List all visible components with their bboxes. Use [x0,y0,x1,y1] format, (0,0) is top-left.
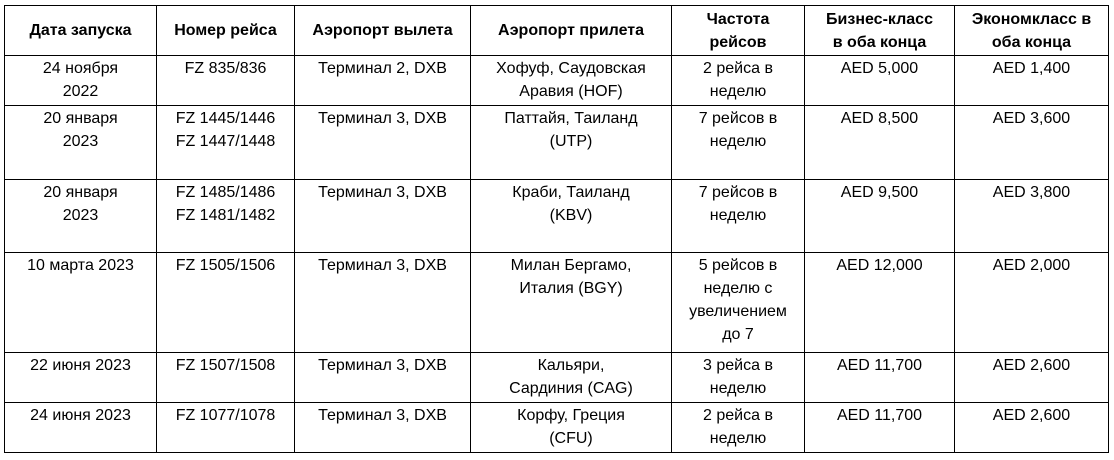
cell-departure-airport [295,56,471,106]
cell-frequency [672,106,805,180]
cell-flight-number [157,180,295,253]
table-row [5,56,1109,106]
cell-frequency [672,403,805,453]
header-line: Дата запуска [29,22,132,39]
cell-line: Кальяри, [537,357,605,374]
cell-economy-fare [955,180,1109,253]
cell-line: AED 9,500 [840,184,919,201]
cell-line: AED 12,000 [836,257,923,274]
header-frequency [672,6,805,56]
cell-line: AED 8,500 [840,110,919,127]
cell-line: FZ 1445/1446 [175,110,276,127]
cell-departure-airport [295,403,471,453]
cell-line: 10 марта 2023 [27,257,134,274]
cell-line: FZ 1077/1078 [175,407,276,424]
cell-line: (CFU) [549,430,593,447]
table-row [5,403,1109,453]
header-line: Аэропорт вылета [312,22,453,39]
cell-line: Италия (BGY) [519,280,623,297]
header-line: Номер рейса [174,22,277,39]
cell-launch-date [5,253,157,353]
cell-line: FZ 1507/1508 [175,357,276,374]
cell-line: 24 июня 2023 [30,407,131,424]
cell-line: Милан Бергамо, [510,257,632,274]
cell-launch-date [5,403,157,453]
cell-flight-number [157,56,295,106]
cell-line: Краби, Таиланд [512,184,630,201]
header-arrival-airport [471,6,672,56]
cell-economy-fare [955,56,1109,106]
cell-departure-airport [295,106,471,180]
cell-arrival-airport [471,253,672,353]
cell-line: Терминал 2, DXB [318,60,447,77]
cell-arrival-airport [471,353,672,403]
cell-line: неделю [709,430,767,447]
cell-line: неделю [709,83,767,100]
cell-line: неделю [709,380,767,397]
cell-flight-number [157,353,295,403]
cell-business-fare [805,253,955,353]
cell-line: AED 11,700 [836,357,923,374]
cell-line: 7 рейсов в [698,110,778,127]
cell-line: 20 января [43,184,118,201]
cell-line: AED 3,800 [992,184,1071,201]
table-row [5,253,1109,353]
cell-line: Сардиния (CAG) [509,380,633,397]
header-line: оба конца [991,33,1072,51]
cell-line: AED 3,600 [992,110,1071,127]
cell-line: 2022 [62,83,99,100]
header-economy-fare [955,6,1109,56]
header-line: в оба конца [832,33,927,51]
cell-business-fare [805,56,955,106]
header-line: Бизнес-класс [826,10,933,28]
cell-launch-date [5,180,157,253]
cell-line: неделю с [703,280,773,297]
cell-arrival-airport [471,180,672,253]
cell-line: AED 2,000 [992,257,1071,274]
cell-line: 5 рейсов в [698,257,778,274]
cell-line: 2023 [62,207,99,224]
header-departure-airport [295,6,471,56]
table-row [5,106,1109,180]
cell-economy-fare [955,106,1109,180]
cell-line: FZ 1505/1506 [175,257,276,274]
header-row [5,6,1109,56]
cell-departure-airport [295,253,471,353]
cell-line: увеличением [689,303,787,320]
cell-line: 22 июня 2023 [30,357,131,374]
cell-line: 20 января [43,110,118,127]
cell-line: 2023 [62,133,99,150]
cell-business-fare [805,106,955,180]
cell-line: FZ 1447/1448 [175,133,276,150]
cell-launch-date [5,56,157,106]
routes-table [4,5,1109,453]
cell-line: AED 1,400 [992,60,1071,77]
cell-business-fare [805,180,955,253]
header-flight-number [157,6,295,56]
cell-line: 3 рейса в [703,357,773,374]
cell-line: Терминал 3, DXB [318,357,447,374]
cell-flight-number [157,253,295,353]
cell-line: неделю [709,133,767,150]
cell-arrival-airport [471,106,672,180]
cell-line: 24 ноября [42,60,119,77]
cell-line: Терминал 3, DXB [318,110,447,127]
cell-economy-fare [955,353,1109,403]
cell-line: Терминал 3, DXB [318,184,447,201]
cell-line: (UTP) [549,133,593,150]
header-line: рейсов [709,33,767,51]
cell-line: Терминал 3, DXB [318,407,447,424]
cell-frequency [672,180,805,253]
cell-frequency [672,56,805,106]
cell-line: Корфу, Греция [517,407,625,424]
cell-line: AED 11,700 [836,407,923,424]
cell-line: (KBV) [549,207,593,224]
cell-economy-fare [955,253,1109,353]
cell-line: Хофуф, Саудовская [496,60,646,77]
cell-arrival-airport [471,403,672,453]
cell-frequency [672,253,805,353]
cell-departure-airport [295,180,471,253]
cell-business-fare [805,403,955,453]
cell-line: Аравия (HOF) [519,83,623,100]
cell-departure-airport [295,353,471,403]
cell-launch-date [5,353,157,403]
cell-flight-number [157,106,295,180]
cell-line: FZ 1485/1486 [175,184,276,201]
cell-launch-date [5,106,157,180]
cell-line: Паттайя, Таиланд [504,110,638,127]
cell-line: FZ 835/836 [184,60,267,77]
header-line: Частота [706,10,770,28]
cell-flight-number [157,403,295,453]
header-launch-date [5,6,157,56]
cell-line: AED 2,600 [992,407,1071,424]
table-row [5,180,1109,253]
cell-line: Терминал 3, DXB [318,257,447,274]
cell-line: AED 5,000 [840,60,919,77]
header-line: Экономкласс в [971,10,1092,28]
cell-line: 2 рейса в [703,407,773,424]
cell-arrival-airport [471,56,672,106]
cell-line: неделю [709,207,767,224]
cell-economy-fare [955,403,1109,453]
cell-line: 2 рейса в [703,60,773,77]
cell-business-fare [805,353,955,403]
cell-line: до 7 [722,326,754,343]
cell-frequency [672,353,805,403]
cell-line: AED 2,600 [992,357,1071,374]
table-row [5,353,1109,403]
cell-line: 7 рейсов в [698,184,778,201]
cell-line: FZ 1481/1482 [175,207,276,224]
header-line: Аэропорт прилета [497,22,645,39]
header-business-fare [805,6,955,56]
